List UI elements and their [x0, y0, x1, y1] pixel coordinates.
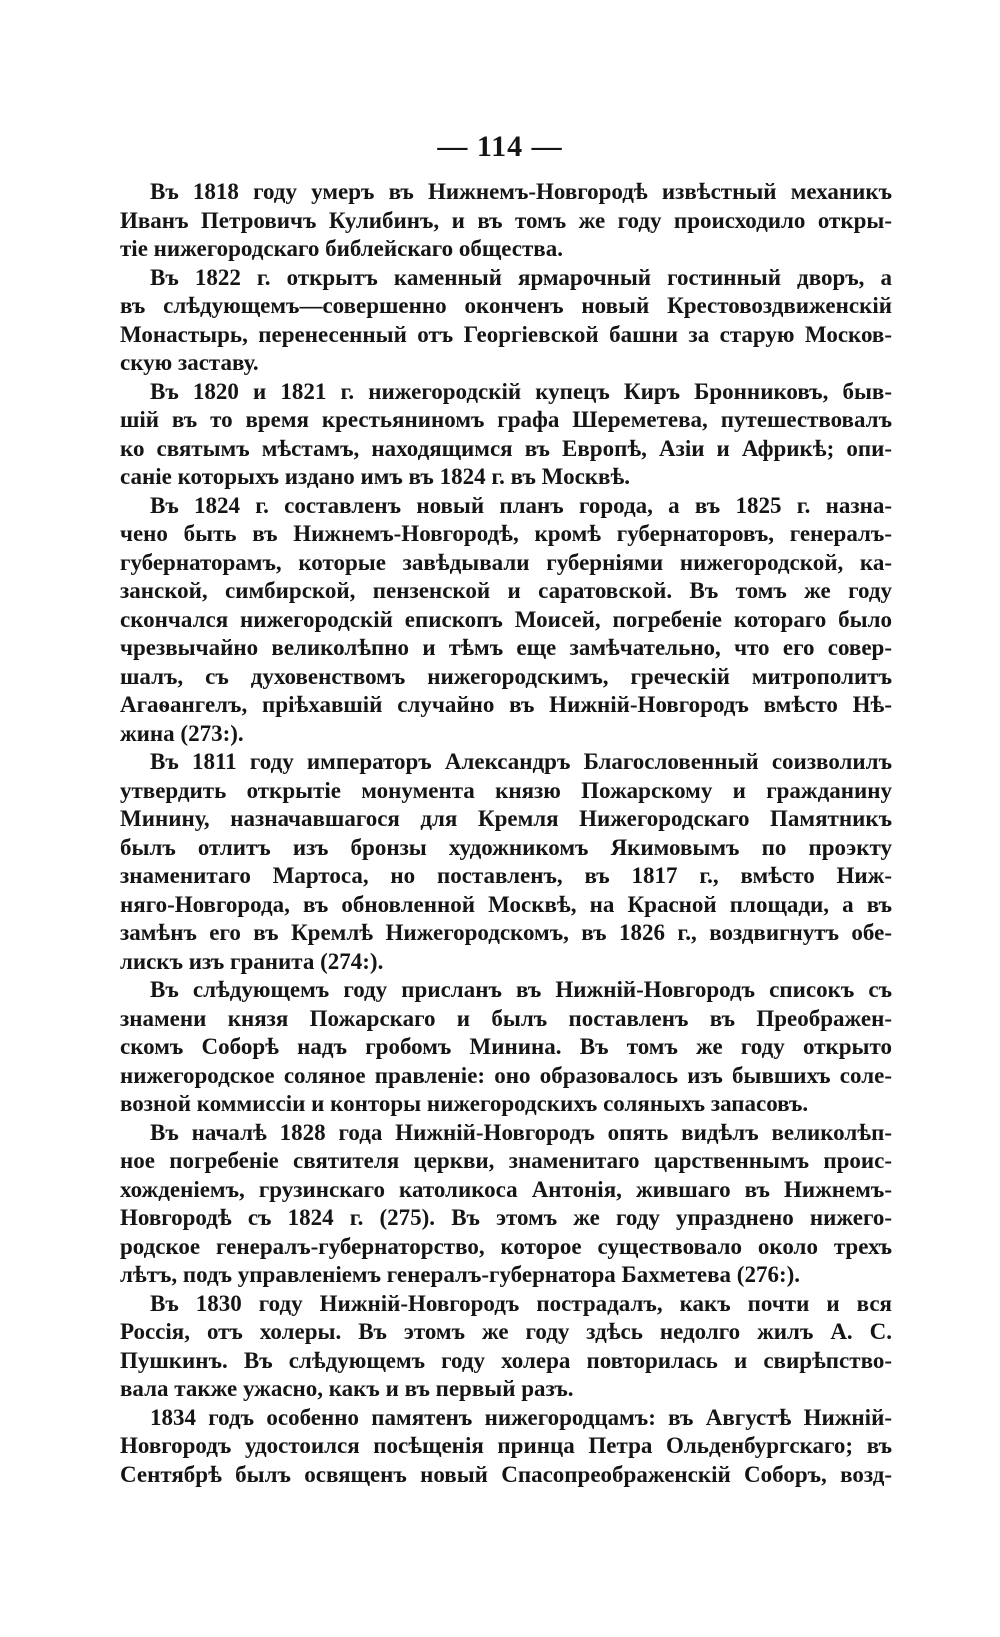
- text-line: Новгородѣ съ 1824 г. (275). Въ этомъ же году упразднено нижего-: [120, 1205, 892, 1230]
- text-line: лѣтъ, подъ управленіемъ генералъ-губернатора Бахметева (276:).: [120, 1262, 801, 1287]
- text-line: губернаторамъ, которые завѣдывали губерніями нижегородской, ка-: [120, 549, 892, 575]
- text-line: скончался нижегородскій епископъ Моисей, погребеніе котораго было: [120, 606, 892, 632]
- text-line: Агаѳангелъ, пріѣхавшій случайно въ Нижній-Новгородъ вмѣсто Нѣ-: [120, 692, 892, 717]
- text-line: скую заставу.: [120, 350, 259, 375]
- text-line: 1834 годъ особенно памятенъ нижегородцамъ: въ Августѣ Нижній-: [150, 1404, 892, 1430]
- text-line: Въ слѣдующемъ году присланъ въ Нижній-Новгородъ списокъ съ: [150, 977, 892, 1002]
- text-line: чено быть въ Нижнемъ-Новгородѣ, кромѣ губернаторовъ, генералъ-: [120, 521, 892, 546]
- text-line: Монастырь, перенесенный отъ Георгіевской башни за старую Москов-: [120, 321, 892, 347]
- text-line: Сентябрѣ былъ освященъ новый Спасопреображенскій Соборъ, возд-: [120, 1461, 892, 1487]
- text-line: саніе которыхъ издано имъ въ 1824 г. въ Москвѣ.: [120, 464, 631, 489]
- text-line: былъ отлитъ изъ бронзы художникомъ Якимовымъ по проэкту: [120, 834, 892, 860]
- text-line: нижегородское соляное правленіе: оно образовалось изъ бывшихъ соле-: [120, 1062, 892, 1088]
- text-line: Иванъ Петровичъ Кулибинъ, и въ томъ же году происходило откры-: [120, 207, 892, 233]
- text-line: Новгородъ удостоился посѣщенія принца Петра Ольденбургскаго; въ: [120, 1433, 892, 1458]
- text-line: Въ 1820 и 1821 г. нижегородскій купецъ Киръ Бронниковъ, быв-: [150, 378, 892, 404]
- text-line: Въ 1818 году умеръ въ Нижнемъ-Новгородѣ извѣстный механикъ: [150, 179, 892, 204]
- text-line: Пушкинъ. Въ слѣдующемъ году холера повторилась и свирѣпство-: [120, 1347, 892, 1373]
- text-line: Въ 1822 г. открытъ каменный ярмарочный гостинный дворъ, а: [150, 264, 892, 290]
- text-line: родское генералъ-губернаторство, которое существовало около трехъ: [120, 1233, 892, 1259]
- text-line: хожденіемъ, грузинскаго католикоса Антонія, жившаго въ Нижнемъ-: [120, 1176, 892, 1202]
- text-line: Въ 1824 г. составленъ новый планъ города, а въ 1825 г. назна-: [150, 492, 892, 518]
- body-text: [120, 178, 892, 1489]
- text-line: утвердить открытіе монумента князю Пожарскому и гражданину: [120, 777, 892, 803]
- page-number: — 114 —: [437, 130, 563, 163]
- text-line: ко святымъ мѣстамъ, находящимся въ Европѣ, Азіи и Африкѣ; опи-: [120, 435, 892, 461]
- text-line: тіе нижегородскаго библейскаго общества.: [120, 236, 563, 261]
- text-line: Россія, отъ холеры. Въ этомъ же году здѣсь недолго жилъ А. С.: [120, 1319, 892, 1344]
- text-line: возной коммиссіи и конторы нижегородскихъ соляныхъ запасовъ.: [120, 1091, 809, 1116]
- text-line: знаменитаго Мартоса, но поставленъ, въ 1817 г., вмѣсто Ниж-: [120, 863, 892, 888]
- text-line: жина (273:).: [120, 720, 244, 746]
- text-line: Въ 1811 году императоръ Александръ Благословенный соизволилъ: [150, 749, 892, 774]
- text-line: Въ началѣ 1828 года Нижній-Новгородъ опять видѣлъ великолѣп-: [150, 1119, 892, 1145]
- text-line: шій въ то время крестьяниномъ графа Шереметева, путешествовалъ: [120, 407, 892, 432]
- text-line: вала также ужасно, какъ и въ первый разъ.: [120, 1376, 574, 1401]
- text-line: знамени князя Пожарскаго и былъ поставленъ въ Преображен-: [120, 1005, 892, 1031]
- text-line: Въ 1830 году Нижній-Новгородъ пострадалъ, какъ почти и вся: [150, 1290, 892, 1316]
- text-line: въ слѣдующемъ—совершенно оконченъ новый Крестовоздвиженскій: [120, 293, 892, 318]
- text-line: Минину, назначавшагося для Кремля Нижегородскаго Памятникъ: [120, 806, 892, 831]
- text-line: замѣнъ его въ Кремлѣ Нижегородскомъ, въ 1826 г., воздвигнутъ обе-: [120, 920, 892, 945]
- text-line: скомъ Соборѣ надъ гробомъ Минина. Въ томъ же году открыто: [120, 1034, 892, 1059]
- text-line: ное погребеніе святителя церкви, знаменитаго царственнымъ проис-: [120, 1148, 892, 1173]
- text-line: лискъ изъ гранита (274:).: [120, 948, 384, 974]
- text-line: шалъ, съ духовенствомъ нижегородскимъ, греческій митрополитъ: [120, 663, 892, 689]
- text-line: чрезвычайно великолѣпно и тѣмъ еще замѣчательно, что его совер-: [120, 635, 892, 660]
- text-line: занской, симбирской, пензенской и саратовской. Въ томъ же году: [120, 578, 892, 603]
- text-line: няго-Новгорода, въ обновленной Москвѣ, на Красной площади, а въ: [120, 891, 892, 917]
